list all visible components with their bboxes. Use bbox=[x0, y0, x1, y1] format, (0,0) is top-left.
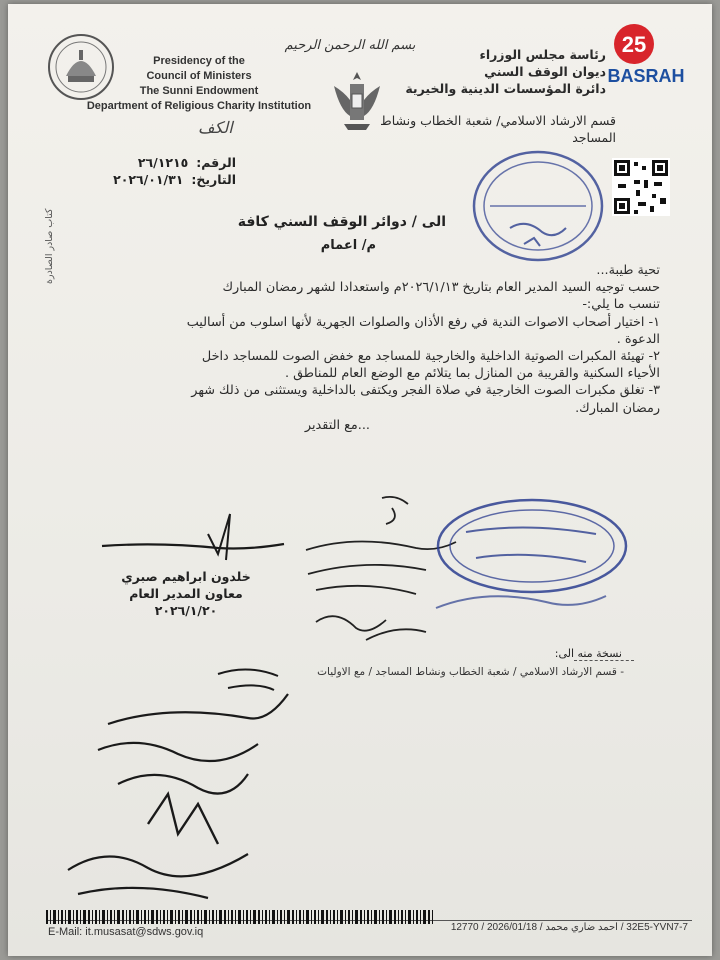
side-margin-text: كتاب صادر الصادرة bbox=[44, 208, 55, 284]
dept-line1: قسم الارشاد الاسلامي/ شعبة الخطاب ونشاط bbox=[380, 113, 616, 128]
kaf-handwritten: الكف bbox=[198, 118, 233, 137]
logo-text: BASRAH bbox=[607, 66, 685, 86]
logo-number: 25 bbox=[621, 32, 647, 57]
body-paragraph-2: تنسب ما يلي:- bbox=[582, 297, 660, 313]
basrah-25-logo-icon bbox=[594, 20, 694, 100]
ref-date-label: التاريخ: bbox=[191, 172, 236, 187]
basmala: بسم الله الرحمن الرحيم bbox=[284, 38, 416, 53]
body-greeting: تحية طيبة... bbox=[596, 263, 660, 278]
footer-email: E-Mail: it.musasat@sdws.gov.iq bbox=[48, 926, 204, 938]
ref-number-label: الرقم: bbox=[196, 155, 236, 170]
copy-to-recipients: - قسم الارشاد الاسلامي / شعبة الخطاب ونشاط المساجد / مع الاوليات bbox=[317, 666, 624, 678]
header-ar-line1: رئاسة مجلس الوزراء bbox=[479, 47, 606, 62]
subject-line: م/ اعمام bbox=[320, 238, 376, 253]
received-stamp-icon bbox=[466, 148, 606, 266]
dept-line2: المساجد bbox=[572, 130, 616, 145]
reference-block bbox=[96, 154, 236, 188]
body-item-1a: ١- اختيار أصحاب الاصوات الندية في رفع الأذان والصلوات الجهرية لأنها اسلوب من أساليب bbox=[186, 314, 660, 330]
outgoing-stamp-icon bbox=[426, 492, 630, 622]
document-page bbox=[8, 4, 712, 956]
copy-to-label: نسخة منه الى: bbox=[554, 647, 622, 660]
header-ar-line3: دائرة المؤسسات الدينية والخيرية bbox=[405, 81, 606, 96]
arabic-header bbox=[376, 46, 606, 97]
footer-reference-code: 32E5-YVN7-7 / احمد ضاري محمد / 2026/01/18 / 12770 bbox=[450, 922, 688, 933]
letter-body bbox=[32, 262, 660, 434]
signatory-name: خلدون ابراهيم صبري bbox=[121, 569, 251, 584]
body-item-2a: ٢- تهيئة المكبرات الصوتية الداخلية والخارجية للمساجد مع خفض الصوت للمساجد داخل bbox=[201, 349, 660, 365]
signature-icon bbox=[98, 504, 288, 574]
signatory-title: معاون المدير العام bbox=[129, 586, 243, 601]
body-paragraph-1: حسب توجيه السيد المدير العام بتاريخ ٢٠٢٦/١/١٣م واستعدادا لشهر رمضان المبارك bbox=[222, 280, 660, 296]
handwritten-note-icon bbox=[48, 654, 308, 914]
body-closing: ...مع التقدير bbox=[304, 417, 370, 433]
body-item-3b: رمضان المبارك. bbox=[575, 400, 660, 416]
header-en-line1: Presidency of the bbox=[153, 55, 245, 67]
footer bbox=[48, 922, 688, 940]
addressee-line: الى / دوائر الوقف السني كافة bbox=[237, 214, 446, 230]
body-item-1b: الدعوة . bbox=[616, 331, 660, 347]
ref-date-value: ٢٠٢٦/٠١/٣١ bbox=[113, 172, 184, 187]
body-item-3a: ٣- تغلق مكبرات الصوت الخارجية في صلاة الفجر ويكتفى بالداخلية ويستثنى من ذلك شهر bbox=[191, 383, 660, 399]
header-en-line3: The Sunni Endowment bbox=[139, 85, 259, 97]
ref-number-value: ٢٦/١٢١٥ bbox=[137, 155, 189, 170]
body-item-2b: الأحياء السكنية والقريبة من المنازل بما يتلائم مع الوضع العام للمناطق . bbox=[284, 366, 660, 382]
header-ar-line2: ديوان الوقف السني bbox=[484, 64, 606, 79]
header-en-line4: Department of Religious Charity Institution bbox=[86, 100, 312, 112]
signatory-date: ٢٠٢٦/١/٢٠ bbox=[154, 603, 218, 618]
arabic-department bbox=[316, 112, 616, 146]
copy-to-divider bbox=[574, 660, 634, 661]
signatory-block bbox=[106, 568, 266, 619]
qr-code-icon bbox=[612, 158, 670, 216]
header-en-line2: Council of Ministers bbox=[146, 70, 252, 82]
